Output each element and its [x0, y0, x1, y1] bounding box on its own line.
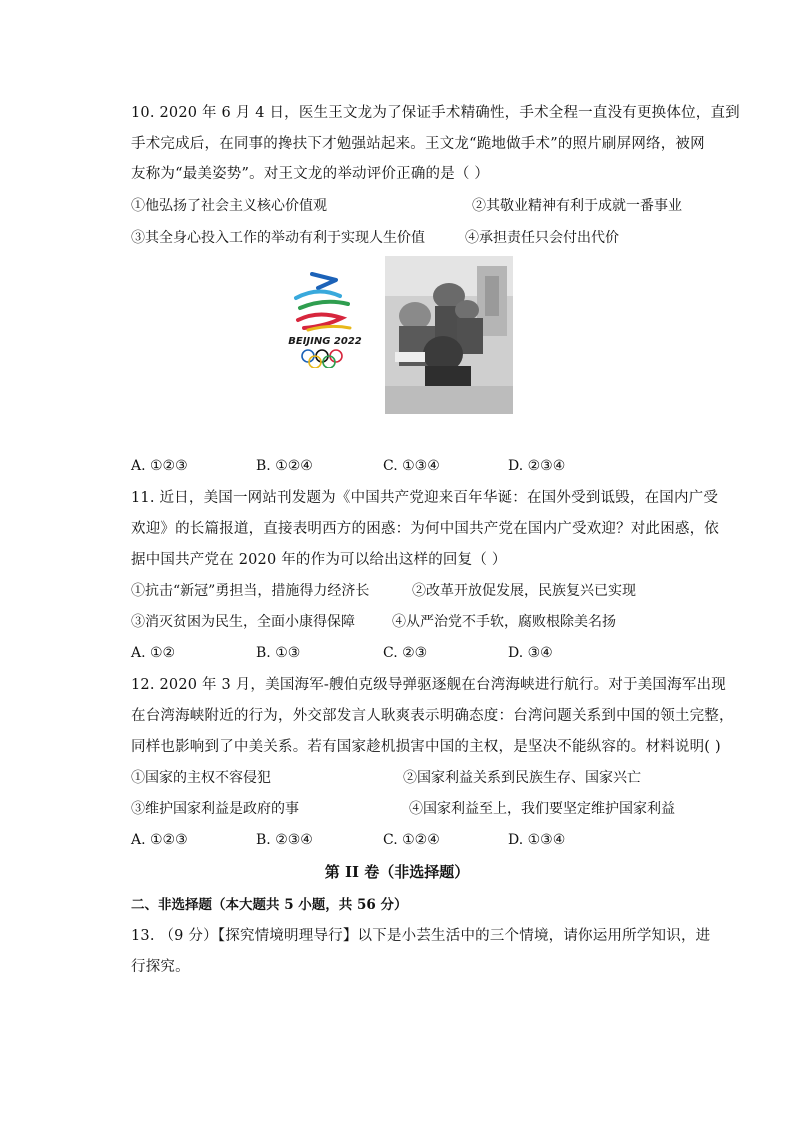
q13-stem-line1: 13. （9 分）【探究情境明理导行】以下是小芸生活中的三个情境，请你运用所学知识，进 — [131, 928, 711, 944]
q10-choice-c[interactable]: C. ①③④ — [383, 458, 440, 474]
q12-statement-3: ③维护国家利益是政府的事 — [131, 801, 299, 817]
q10-choice-d[interactable]: D. ②③④ — [508, 458, 566, 474]
kneeling-surgeon-photo — [385, 256, 513, 414]
q12-choice-c[interactable]: C. ①②④ — [383, 832, 440, 848]
q10-choice-b[interactable]: B. ①②④ — [256, 458, 313, 474]
beijing-2022-emblem — [278, 268, 372, 368]
section-2-title: 第 II 卷（非选择题） — [324, 863, 470, 881]
q10-stem-line3: 友称为“最美姿势”。对王文龙的举动评价正确的是（ ） — [131, 166, 490, 182]
q12-statement-4: ④国家利益至上，我们要坚定维护国家利益 — [409, 801, 675, 817]
q12-statement-1: ①国家的主权不容侵犯 — [131, 770, 271, 786]
q11-stem-line2: 欢迎》的长篇报道，直接表明西方的困惑：为何中国共产党在国内广受欢迎？对此困惑，依 — [131, 521, 719, 537]
q11-stem-line1: 11. 近日，美国一网站刊发题为《中国共产党迎来百年华诞：在国外受到诋毁，在国内广受 — [131, 490, 719, 506]
q11-stem-line3: 据中国共产党在 2020 年的作为可以给出这样的回复（ ） — [131, 552, 507, 568]
section-2-header: 二、非选择题（本大题共 5 小题，共 56 分） — [131, 897, 408, 913]
q10-statement-4: ④承担责任只会付出代价 — [465, 230, 619, 246]
q12-stem-line2: 在台湾海峡附近的行为，外交部发言人耿爽表示明确态度：台湾问题关系到中国的领土完整， — [131, 708, 734, 724]
q10-statement-3: ③其全身心投入工作的举动有利于实现人生价值 — [131, 230, 425, 246]
q12-choice-d[interactable]: D. ①③④ — [508, 832, 566, 848]
q12-stem-line1: 12. 2020 年 3 月，美国海军-艘伯克级导弹驱逐舰在台湾海峡进行航行。对于美国海军出现 — [131, 677, 726, 693]
q10-stem-line1: 10. 2020 年 6 月 4 日，医生王文龙为了保证手术精确性，手术全程一直没有更换体位，直到 — [131, 105, 740, 121]
q11-choice-c[interactable]: C. ②③ — [383, 645, 428, 661]
q11-statement-3: ③消灭贫困为民生，全面小康得保障 — [131, 614, 355, 630]
q12-choice-a[interactable]: A. ①②③ — [131, 832, 188, 848]
q11-statement-4: ④从严治党不手软，腐败根除美名扬 — [392, 614, 616, 630]
q10-choice-a[interactable]: A. ①②③ — [131, 458, 188, 474]
q11-choice-a[interactable]: A. ①② — [131, 645, 176, 661]
q11-choice-b[interactable]: B. ①③ — [256, 645, 301, 661]
svg-text:BEIJING 2022: BEIJING 2022 — [288, 336, 362, 347]
q12-stem-line3: 同样也影响到了中美关系。若有国家趁机损害中国的主权，是坚决不能纵容的。材料说明( ) — [131, 739, 721, 755]
q12-choice-b[interactable]: B. ②③④ — [256, 832, 313, 848]
q11-statement-1: ①抗击“新冠”勇担当，措施得力经济长 — [131, 583, 370, 599]
q10-statement-1: ①他弘扬了社会主义核心价值观 — [131, 198, 327, 214]
q11-choice-d[interactable]: D. ③④ — [508, 645, 553, 661]
q13-stem-line2: 行探究。 — [131, 959, 190, 975]
q12-statement-2: ②国家利益关系到民族生存、国家兴亡 — [403, 770, 641, 786]
emblem-graphic — [278, 268, 372, 368]
photo-graphic — [385, 256, 513, 414]
q10-statement-2: ②其敬业精神有利于成就一番事业 — [472, 198, 682, 214]
q10-stem-line2: 手术完成后，在同事的搀扶下才勉强站起来。王文龙“跪地做手术”的照片刷屏网络，被网 — [131, 136, 705, 152]
q11-statement-2: ②改革开放促发展，民族复兴已实现 — [412, 583, 636, 599]
